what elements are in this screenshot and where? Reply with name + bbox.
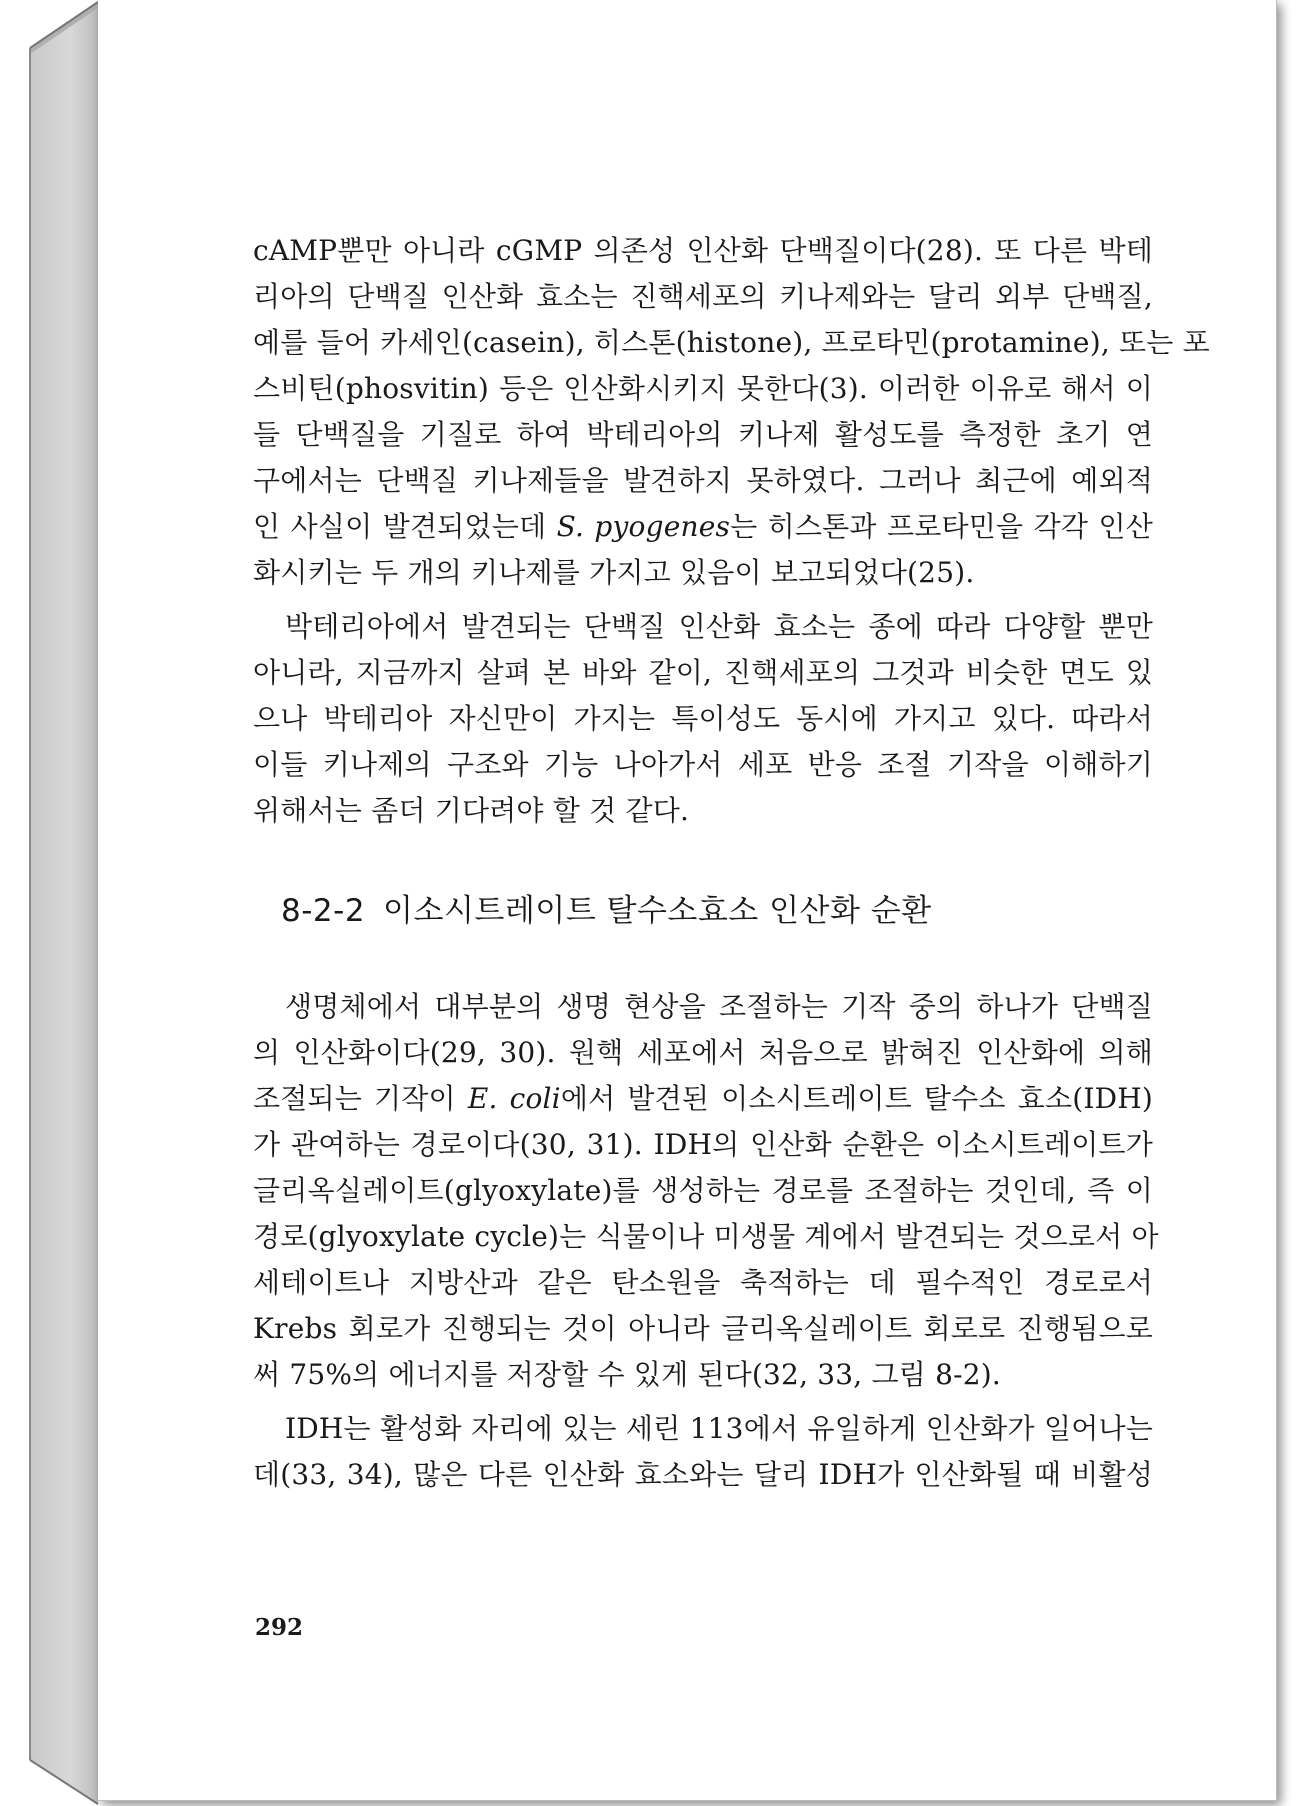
text-line: 화시키는 두 개의 키나제를 가지고 있음이 보고되었다(25). bbox=[253, 556, 975, 589]
text-line: IDH는 활성화 자리에 있는 세린 113에서 유일하게 인산화가 일어나는 bbox=[285, 1412, 1153, 1445]
text-line: cAMP뿐만 아니라 cGMP 의존성 인산화 단백질이다(28). 또 다른 박테 bbox=[253, 234, 1153, 267]
text-line: 위해서는 좀더 기다려야 할 것 같다. bbox=[253, 794, 690, 827]
text-line: 데(33, 34), 많은 다른 인산화 효소와는 달리 IDH가 인산화될 때 비활성 bbox=[253, 1458, 1153, 1491]
text-line: 세테이트나 지방산과 같은 탄소원을 축적하는 데 필수적인 경로로서 bbox=[253, 1266, 1153, 1299]
text-segment: 인 사실이 발견되었는데 bbox=[253, 510, 557, 543]
text-line: 들 단백질을 기질로 하여 박테리아의 키나제 활성도를 측정한 초기 연 bbox=[253, 418, 1153, 451]
text-line: 생명체에서 대부분의 생명 현상을 조절하는 기작 중의 하나가 단백질 bbox=[285, 990, 1153, 1023]
paragraph-4 bbox=[253, 1406, 1153, 1498]
text-line: 예를 들어 카세인(casein), 히스톤(histone), 프로타민(protamine), 또는 포 bbox=[253, 326, 1210, 359]
section-title: 이소시트레이트 탈수소효소 인산화 순환 bbox=[383, 893, 932, 929]
text-segment: 조절되는 기작이 bbox=[253, 1082, 468, 1115]
section-heading bbox=[281, 888, 1153, 934]
text-line: 구에서는 단백질 키나제들을 발견하지 못하였다. 그러나 최근에 예외적 bbox=[253, 464, 1153, 497]
paragraph-3 bbox=[253, 984, 1159, 1398]
section-number: 8-2-2 bbox=[281, 893, 366, 929]
text-line: 아니라, 지금까지 살펴 본 바와 같이, 진핵세포의 그것과 비슷한 면도 있 bbox=[253, 656, 1153, 689]
text-line: Krebs 회로가 진행되는 것이 아니라 글리옥실레이트 회로로 진행됨으로 bbox=[253, 1312, 1153, 1345]
text-line: 스비틴(phosvitin) 등은 인산화시키지 못한다(3). 이러한 이유로 해서 이 bbox=[253, 372, 1153, 405]
paragraph-1 bbox=[253, 228, 1210, 596]
text-line: 으나 박테리아 자신만이 가지는 특이성도 동시에 가지고 있다. 따라서 bbox=[253, 702, 1153, 735]
book-page bbox=[98, 0, 1277, 1801]
text-line: 이들 키나제의 구조와 기능 나아가서 세포 반응 조절 기작을 이해하기 bbox=[253, 748, 1153, 781]
species-name: E. coli bbox=[467, 1082, 561, 1115]
book-spine-graphic bbox=[0, 0, 100, 1806]
text-segment: 는 히스톤과 프로타민을 각각 인산 bbox=[730, 510, 1153, 543]
paragraph-2 bbox=[253, 604, 1153, 834]
page-content bbox=[253, 228, 1210, 1498]
text-line bbox=[253, 504, 1153, 550]
page-number: 292 bbox=[255, 1614, 304, 1641]
text-line: 경로(glyoxylate cycle)는 식물이나 미생물 계에서 발견되는 것으로서 아 bbox=[253, 1220, 1159, 1253]
species-name: S. pyogenes bbox=[556, 510, 731, 543]
text-segment: 에서 발견된 이소시트레이트 탈수소 효소(IDH) bbox=[560, 1082, 1153, 1115]
text-line: 써 75%의 에너지를 저장할 수 있게 된다(32, 33, 그림 8-2). bbox=[253, 1358, 1002, 1391]
text-line: 글리옥실레이트(glyoxylate)를 생성하는 경로를 조절하는 것인데, 즉 이 bbox=[253, 1174, 1153, 1207]
text-line: 가 관여하는 경로이다(30, 31). IDH의 인산화 순환은 이소시트레이트가 bbox=[253, 1128, 1153, 1161]
text-line bbox=[253, 1076, 1153, 1122]
text-line: 리아의 단백질 인산화 효소는 진핵세포의 키나제와는 달리 외부 단백질, bbox=[253, 280, 1153, 313]
text-line: 박테리아에서 발견되는 단백질 인산화 효소는 종에 따라 다양할 뿐만 bbox=[285, 610, 1153, 643]
book-spine bbox=[0, 0, 100, 1806]
text-line: 의 인산화이다(29, 30). 원핵 세포에서 처음으로 밝혀진 인산화에 의해 bbox=[253, 1036, 1153, 1069]
